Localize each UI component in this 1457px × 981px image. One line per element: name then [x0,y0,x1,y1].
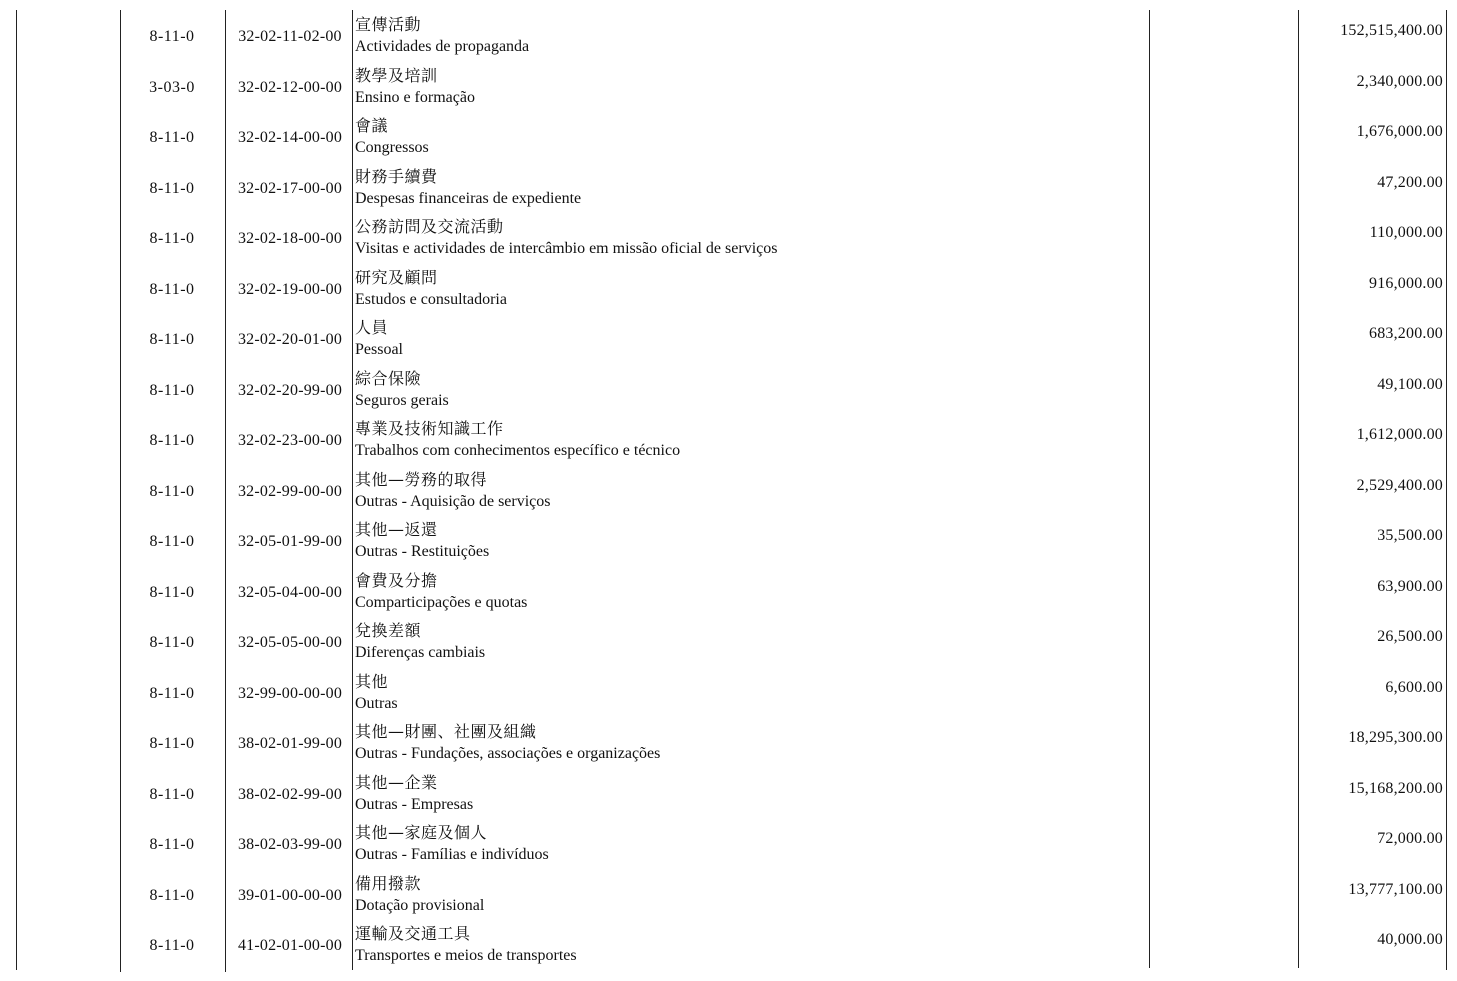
description-chinese: 會議 [355,116,389,135]
amount: 40,000.00 [1377,931,1443,948]
description-portuguese: Trabalhos com conhecimentos específico e técnico [355,442,681,459]
description-chinese: 兌換差額 [355,621,422,640]
description-portuguese: Outras [355,694,398,712]
amount: 63,900.00 [1377,577,1443,595]
description [355,822,1145,866]
amount: 2,529,400.00 [1356,476,1443,494]
amount: 152,515,400.00 [1340,22,1443,39]
economic-code: 32-02-12-00-00 [237,78,343,96]
table-row [0,921,1457,972]
description-portuguese: Outras - Aquisição de serviços [355,492,551,510]
description-chinese: 研究及顧問 [355,267,438,287]
description-chinese: 專業及技術知識工作 [355,419,504,438]
economic-code: 32-99-00-00-00 [237,684,343,702]
economic-code: 32-02-20-01-00 [237,331,343,348]
functional-code: 8-11-0 [149,886,195,904]
description-portuguese: Comparticipações e quotas [355,593,528,611]
description [355,620,1145,664]
description-chinese: 運輸及交通工具 [355,924,471,943]
amount: 72,000.00 [1377,830,1443,847]
amount: 15,168,200.00 [1348,779,1443,797]
economic-code: 32-02-14-00-00 [237,129,343,146]
economic-code: 32-02-11-02-00 [238,28,342,45]
description-portuguese: Outras - Empresas [355,795,474,813]
amount: 35,500.00 [1377,527,1443,544]
functional-code: 8-11-0 [149,179,195,197]
table-row [0,265,1457,316]
table-body [0,12,1457,972]
description-portuguese: Seguros gerais [355,391,449,409]
description [355,721,1145,765]
economic-code: 38-02-01-99-00 [237,735,343,752]
amount: 13,777,100.00 [1348,880,1443,898]
description [355,418,1145,462]
description-chinese: 宣傳活動 [355,15,422,34]
functional-code: 8-11-0 [149,230,195,247]
amount: 683,200.00 [1369,325,1443,342]
economic-code: 32-02-18-00-00 [237,230,343,247]
table-row [0,669,1457,720]
amount: 1,612,000.00 [1356,426,1443,443]
table-row [0,164,1457,215]
description-chinese: 公務訪問及交流活動 [355,217,504,236]
table-row [0,416,1457,467]
economic-code: 32-05-04-00-00 [237,583,343,601]
table-row [0,315,1457,366]
functional-code: 8-11-0 [149,836,195,853]
description [355,570,1145,614]
description-portuguese: Transportes e meios de transportes [355,947,577,964]
description [355,519,1145,563]
functional-code: 8-11-0 [149,634,195,651]
amount: 916,000.00 [1369,274,1443,292]
functional-code: 3-03-0 [149,78,195,96]
functional-code: 8-11-0 [149,432,195,449]
description-chinese: 會費及分擔 [355,570,438,590]
description [355,115,1145,159]
economic-code: 32-05-01-99-00 [237,533,343,550]
economic-code: 38-02-03-99-00 [237,836,343,853]
economic-code: 32-02-23-00-00 [237,432,343,449]
description-chinese: 其他—企業 [355,772,438,792]
functional-code: 8-11-0 [149,331,195,348]
economic-code: 39-01-00-00-00 [237,886,343,904]
description [355,772,1145,816]
amount: 110,000.00 [1369,224,1443,241]
functional-code: 8-11-0 [149,735,195,752]
table-row [0,12,1457,63]
description [355,317,1145,361]
functional-code: 8-11-0 [149,28,195,45]
functional-code: 8-11-0 [149,533,195,550]
functional-code: 8-11-0 [149,583,195,601]
description [355,368,1145,412]
table-row [0,214,1457,265]
functional-code: 8-11-0 [149,785,195,803]
economic-code: 32-02-20-99-00 [237,381,343,399]
description-chinese: 其他—財團、社團及組織 [355,722,537,741]
description-portuguese: Diferenças cambiais [355,644,486,661]
amount: 6,600.00 [1385,678,1443,696]
description-chinese: 其他—家庭及個人 [355,823,488,842]
description-chinese: 其他—勞務的取得 [355,469,488,489]
description-portuguese: Pessoal [355,341,403,358]
table-row [0,467,1457,518]
functional-code: 8-11-0 [149,381,195,399]
description-portuguese: Congressos [355,139,429,156]
table-row [0,618,1457,669]
description-portuguese: Actividades de propaganda [355,38,530,55]
amount: 47,200.00 [1377,173,1443,191]
description-portuguese: Despesas financeiras de expediente [355,189,582,207]
description [355,469,1145,513]
description-chinese: 其他 [355,671,389,691]
table-row [0,63,1457,114]
description-portuguese: Outras - Famílias e indivíduos [355,846,549,863]
table-row [0,366,1457,417]
description [355,267,1145,311]
amount: 26,500.00 [1377,628,1443,645]
description-portuguese: Outras - Fundações, associações e organizações [355,745,661,762]
description-chinese: 財務手續費 [355,166,438,186]
table-row [0,568,1457,619]
economic-code: 41-02-01-00-00 [237,937,343,954]
table-row [0,820,1457,871]
economic-code: 32-02-17-00-00 [237,179,343,197]
description-portuguese: Ensino e formação [355,88,475,106]
table-row [0,113,1457,164]
description [355,14,1145,58]
description-chinese: 其他—返還 [355,520,438,539]
table-row [0,517,1457,568]
description [355,65,1145,109]
description [355,216,1145,260]
functional-code: 8-11-0 [149,129,195,146]
table-row [0,719,1457,770]
economic-code: 38-02-02-99-00 [237,785,343,803]
functional-code: 8-11-0 [149,937,195,954]
amount: 49,100.00 [1377,375,1443,393]
description [355,671,1145,715]
table-row [0,770,1457,821]
table-row [0,871,1457,922]
functional-code: 8-11-0 [149,280,195,298]
description-portuguese: Estudos e consultadoria [355,290,507,308]
economic-code: 32-02-19-00-00 [237,280,343,298]
functional-code: 8-11-0 [149,684,195,702]
economic-code: 32-05-05-00-00 [237,634,343,651]
description-chinese: 綜合保險 [355,368,422,388]
description [355,923,1145,967]
description-portuguese: Visitas e actividades de intercâmbio em missão oficial de serviços [355,240,778,257]
description-chinese: 教學及培訓 [355,65,438,85]
amount: 18,295,300.00 [1348,729,1443,746]
functional-code: 8-11-0 [149,482,195,500]
amount: 2,340,000.00 [1356,72,1443,90]
description-portuguese: Outras - Restituições [355,543,490,560]
economic-code: 32-02-99-00-00 [237,482,343,500]
amount: 1,676,000.00 [1356,123,1443,140]
description [355,166,1145,210]
description-chinese: 備用撥款 [355,873,422,893]
description [355,873,1145,917]
description-portuguese: Dotação provisional [355,896,485,914]
description-chinese: 人員 [355,318,389,337]
